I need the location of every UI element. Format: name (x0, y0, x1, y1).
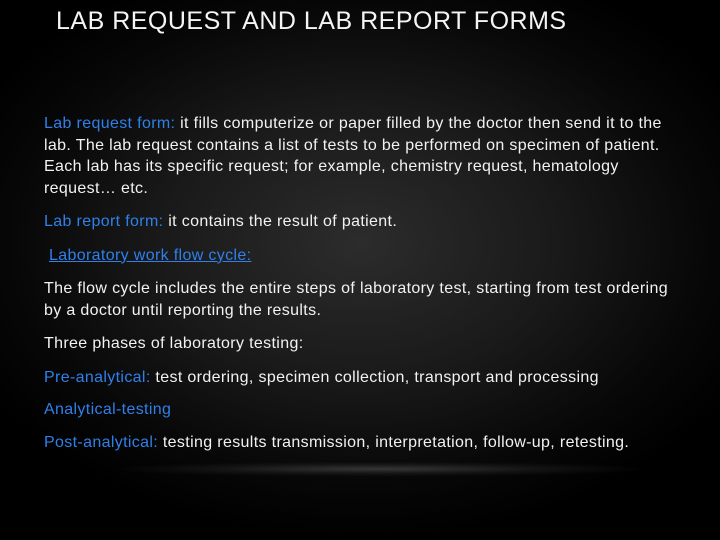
post-analytical-text: testing results transmission, interpretation, follow-up, retesting. (158, 433, 630, 451)
post-analytical-paragraph (44, 432, 684, 454)
pre-analytical-term: Pre-analytical: (44, 368, 151, 386)
pre-analytical-paragraph (44, 367, 684, 389)
floor-reflection (120, 462, 640, 476)
analytical-paragraph (44, 399, 684, 421)
analytical-term: Analytical-testing (44, 401, 172, 418)
slide-body (44, 113, 684, 465)
slide-title: LAB REQUEST AND LAB REPORT FORMS (56, 7, 567, 35)
lab-report-term: Lab report form: (44, 213, 164, 230)
lab-request-paragraph (44, 113, 684, 199)
pre-analytical-text: test ordering, specimen collection, transport and processing (150, 368, 599, 386)
flow-cycle-paragraph: The flow cycle includes the entire steps of laboratory test, starting from test ordering by a doctor until reporting the results. (44, 280, 668, 319)
lab-report-paragraph (44, 211, 684, 233)
post-analytical-term: Post-analytical: (44, 433, 159, 451)
lab-request-text: it fills computerize or paper filled by the doctor then send it to the lab. The lab request contains a list of tests to be performed on specimen of patient. Each lab has its specific request; for example, chemistry request, hematology request… etc. (44, 115, 662, 197)
lab-report-text: it contains the result of patient. (163, 213, 398, 230)
lab-request-term: Lab request form: (44, 115, 176, 132)
phases-intro-paragraph: Three phases of laboratory testing: (44, 335, 304, 352)
workflow-heading-paragraph (44, 245, 684, 267)
workflow-heading-link[interactable]: Laboratory work flow cycle: (49, 246, 252, 264)
